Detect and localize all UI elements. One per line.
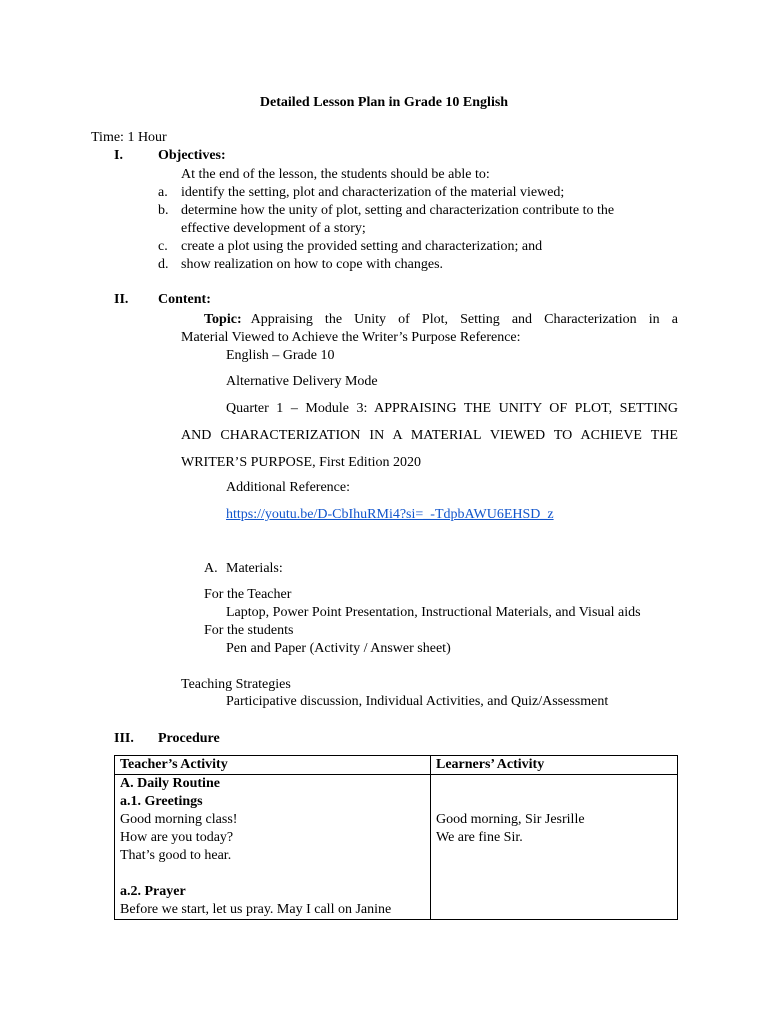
objective-d: show realization on how to cope with changes. <box>181 257 444 272</box>
table-row <box>115 775 678 920</box>
col-header-teacher: Teacher’s Activity <box>115 756 431 775</box>
objective-letter-a: a. <box>158 185 168 200</box>
procedure-heading: Procedure <box>158 731 220 746</box>
content-heading: Content: <box>158 292 211 307</box>
learners-activity-cell <box>431 775 678 920</box>
blank-line <box>120 865 425 883</box>
teacher-line-4: Before we start, let us pray. May I call on Janine <box>120 902 392 917</box>
objective-letter-c: c. <box>158 239 168 254</box>
teaching-strategies-label: Teaching Strategies <box>181 677 291 692</box>
objectives-heading: Objectives: <box>158 148 226 163</box>
topic-label: Topic: <box>204 312 242 327</box>
table-header-row <box>115 756 678 775</box>
learner-line-1: Good morning, Sir Jesrille <box>436 812 585 827</box>
additional-reference-label: Additional Reference: <box>226 480 351 495</box>
content-numeral: II. <box>114 292 129 307</box>
blank-line <box>436 793 672 811</box>
objective-a: identify the setting, plot and characterization of the material viewed; <box>181 185 565 200</box>
for-students-label: For the students <box>204 623 294 638</box>
topic-text-line2: Material Viewed to Achieve the Writer’s Purpose Reference: <box>181 330 521 345</box>
objectives-intro: At the end of the lesson, the students should be able to: <box>181 167 490 182</box>
objective-c: create a plot using the provided setting and characterization; and <box>181 239 543 254</box>
daily-routine-heading: A. Daily Routine <box>120 776 220 791</box>
teacher-line-1: Good morning class! <box>120 812 238 827</box>
objective-letter-d: d. <box>158 257 169 272</box>
col-header-learners: Learners’ Activity <box>431 756 678 775</box>
teacher-line-2: How are you today? <box>120 830 234 845</box>
topic-line1 <box>204 311 678 329</box>
reference-module-line2: AND CHARACTERIZATION IN A MATERIAL VIEWED TO ACHIEVE THE <box>181 428 678 443</box>
teaching-strategies: Participative discussion, Individual Activities, and Quiz/Assessment <box>226 694 609 709</box>
reference-english: English – Grade 10 <box>226 348 335 363</box>
reference-module-line3: WRITER’S PURPOSE, First Edition 2020 <box>181 455 421 470</box>
reference-module-line1: Quarter 1 – Module 3: APPRAISING THE UNITY OF PLOT, SETTING <box>226 401 678 416</box>
topic-text-line1: Appraising the Unity of Plot, Setting and Characterization in a <box>250 312 678 327</box>
time-line: Time: 1 Hour <box>91 130 167 145</box>
document-title: Detailed Lesson Plan in Grade 10 English <box>259 95 509 110</box>
for-teacher-label: For the Teacher <box>204 587 292 602</box>
prayer-heading: a.2. Prayer <box>120 884 186 899</box>
youtube-link[interactable]: https://youtu.be/D-CbIhuRMi4?si=_-TdpbAWU6EHSD_z <box>226 507 554 522</box>
teacher-line-3: That’s good to hear. <box>120 848 232 863</box>
student-materials: Pen and Paper (Activity / Answer sheet) <box>226 641 451 656</box>
materials-letter: A. <box>204 561 218 576</box>
objective-letter-b: b. <box>158 203 169 218</box>
procedure-table <box>114 755 678 920</box>
objectives-numeral: I. <box>114 148 123 163</box>
objective-b-line2: effective development of a story; <box>181 221 366 236</box>
teacher-activity-cell <box>115 775 431 920</box>
reference-adm: Alternative Delivery Mode <box>226 374 378 389</box>
teacher-materials: Laptop, Power Point Presentation, Instructional Materials, and Visual aids <box>226 605 641 620</box>
blank-line <box>436 775 672 793</box>
greetings-heading: a.1. Greetings <box>120 794 203 809</box>
objective-b-line1: determine how the unity of plot, setting and characterization contribute to the <box>181 203 615 218</box>
procedure-numeral: III. <box>114 731 134 746</box>
learner-line-2: We are fine Sir. <box>436 830 523 845</box>
materials-label: Materials: <box>226 561 283 576</box>
